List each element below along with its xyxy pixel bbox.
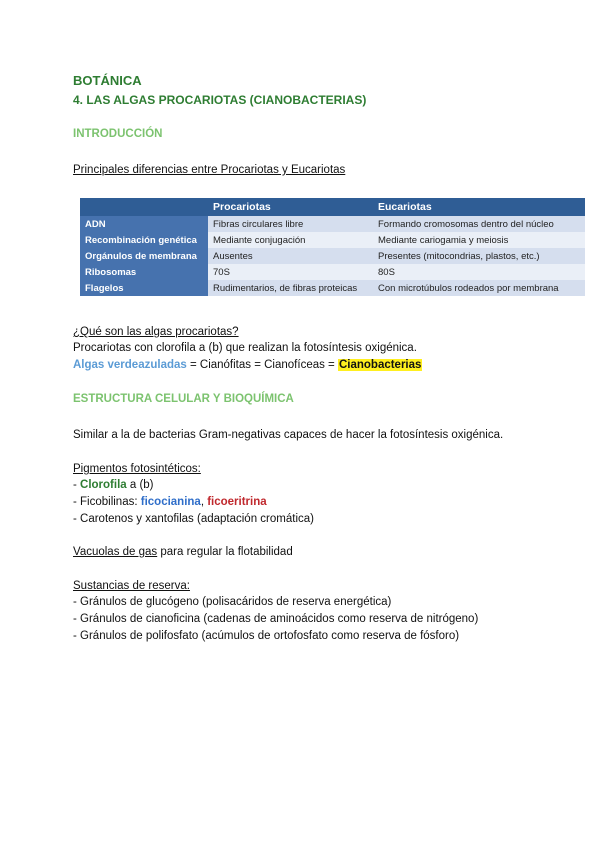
subject-title: BOTÁNICA <box>73 73 142 88</box>
term-cianobacterias: Cianobacterias <box>338 359 422 371</box>
cell-procariotas: Fibras circulares libre <box>208 216 373 232</box>
table-row <box>80 216 585 232</box>
cell-eucariotas: Formando cromosomas dentro del núcleo <box>373 216 585 232</box>
pigment-item-ficobilinas <box>73 496 267 508</box>
table-caption: Principales diferencias entre Procariotas y Eucariotas <box>73 164 346 176</box>
reserve-title: Sustancias de reserva: <box>73 580 190 592</box>
table-header-procariotas: Procariotas <box>208 198 373 216</box>
vacuoles-rest: para regular la flotabilidad <box>157 546 293 558</box>
structure-intro: Similar a la de bacterias Gram-negativas capaces de hacer la fotosíntesis oxigénica. <box>73 429 504 441</box>
answer-text: Procariotas con clorofila a (b) que realizan la fotosíntesis oxigénica. <box>73 342 417 354</box>
table-header-row <box>80 198 585 216</box>
table-header-empty <box>80 198 208 216</box>
question-text: ¿Qué son las algas procariotas? <box>73 326 239 338</box>
pigment-item-clorofila <box>73 479 154 491</box>
cell-eucariotas: Presentes (mitocondrias, plastos, etc.) <box>373 248 585 264</box>
vacuoles-line <box>73 546 293 558</box>
term-ficocianina: ficocianina <box>140 496 201 508</box>
row-label: Ribosomas <box>80 264 208 280</box>
cell-eucariotas: Con microtúbulos rodeados por membrana <box>373 280 585 296</box>
row-label: Flagelos <box>80 280 208 296</box>
synonyms-line <box>73 359 422 371</box>
pigments-title: Pigmentos fotosintéticos: <box>73 463 201 475</box>
table-row <box>80 264 585 280</box>
row-label: ADN <box>80 216 208 232</box>
table-row <box>80 232 585 248</box>
pigment-rest: a (b) <box>126 479 154 491</box>
term-algas-verdeazuladas: Algas verdeazuladas <box>73 359 187 371</box>
table-header-eucariotas: Eucariotas <box>373 198 585 216</box>
cell-procariotas: 70S <box>208 264 373 280</box>
term-clorofila: Clorofila <box>80 479 127 491</box>
cell-eucariotas: 80S <box>373 264 585 280</box>
cell-procariotas: Ausentes <box>208 248 373 264</box>
term-vacuolas: Vacuolas de gas <box>73 546 158 558</box>
intro-heading: INTRODUCCIÓN <box>73 128 163 140</box>
cell-eucariotas: Mediante cariogamia y meiosis <box>373 232 585 248</box>
row-label: Recombinación genética <box>80 232 208 248</box>
cell-procariotas: Mediante conjugación <box>208 232 373 248</box>
synonyms-equals: = Cianófitas = Cianofíceas = <box>186 359 338 371</box>
pigment-prefix: - Ficobilinas: <box>73 496 141 508</box>
term-ficoeritrina: ficoeritrina <box>207 496 267 508</box>
table-row <box>80 280 585 296</box>
comparison-table <box>80 198 585 296</box>
cell-procariotas: Rudimentarios, de fibras proteicas <box>208 280 373 296</box>
list-item: - Gránulos de glucógeno (polisacáridos de reserva energética) <box>73 596 392 608</box>
list-item: - Gránulos de polifosfato (acúmulos de ortofosfato como reserva de fósforo) <box>73 630 460 642</box>
structure-heading: ESTRUCTURA CELULAR Y BIOQUÍMICA <box>73 393 294 405</box>
pigment-item-carotenos: - Carotenos y xantofilas (adaptación cromática) <box>73 513 314 525</box>
table-row <box>80 248 585 264</box>
chapter-title: 4. LAS ALGAS PROCARIOTAS (CIANOBACTERIAS) <box>73 93 367 107</box>
row-label: Orgánulos de membrana <box>80 248 208 264</box>
pigment-separator: , <box>200 496 208 508</box>
list-item: - Gránulos de cianoficina (cadenas de aminoácidos como reserva de nitrógeno) <box>73 613 479 625</box>
bullet-dash: - <box>73 479 81 491</box>
